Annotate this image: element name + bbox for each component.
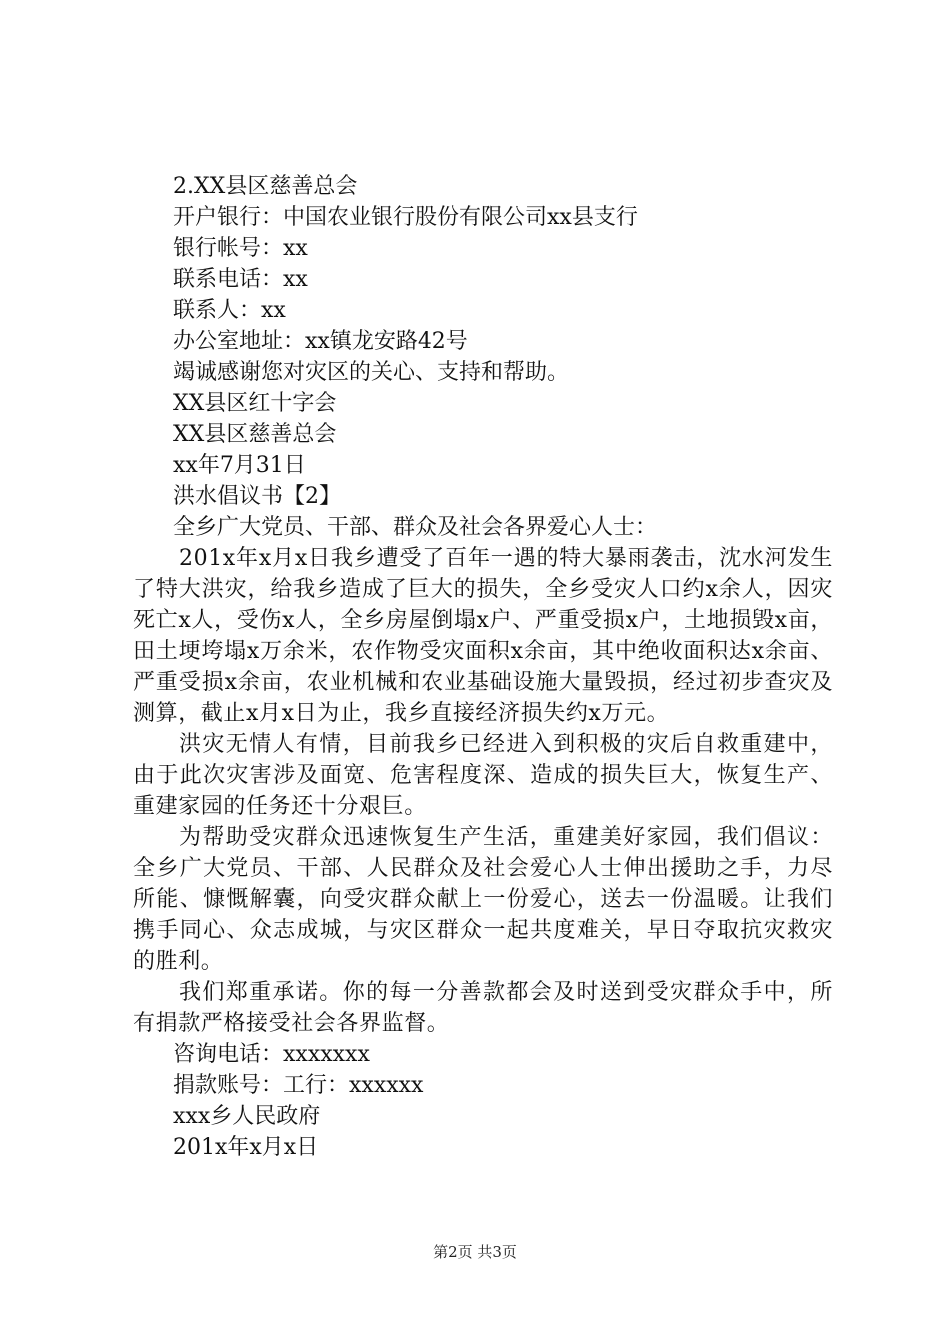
signature-red-cross: XX县区红十字会 xyxy=(173,391,337,416)
bank-name-line: 开户银行：中国农业银行股份有限公司xx县支行 xyxy=(173,205,638,230)
contact-person-line: 联系人：xx xyxy=(173,298,286,323)
bank-account-line: 银行帐号：xx xyxy=(173,236,308,261)
page-footer xyxy=(0,1242,950,1262)
paragraph-promise: 我们郑重承诺。你的每一分善款都会及时送到受灾群众手中，所有捐款严格接受社会各界监督。 xyxy=(133,980,833,1036)
salutation: 全乡广大党员、干部、群众及社会各界爱心人士： xyxy=(173,515,658,540)
document-body xyxy=(133,171,833,1163)
contact-phone-line: 联系电话：xx xyxy=(173,267,308,292)
issue-date-line: 201x年x月x日 xyxy=(173,1135,319,1160)
issuer-line: xxx乡人民政府 xyxy=(173,1104,321,1129)
thanks-line: 竭诚感谢您对灾区的关心、支持和帮助。 xyxy=(173,360,570,385)
inquiry-phone-line: 咨询电话：xxxxxxx xyxy=(173,1042,370,1067)
paragraph-appeal: 为帮助受灾群众迅速恢复生产生活，重建美好家园，我们倡议：全乡广大党员、干部、人民群众及社会爱心人士伸出援助之手，力尽所能、慷慨解囊，向受灾群众献上一份爱心，送去一份温暖。让我们携手同心、众志成城，与灾区群众一起共度难关，早日夺取抗灾救灾的胜利。 xyxy=(133,825,833,974)
paragraph-reconstruction: 洪灾无情人有情，目前我乡已经进入到积极的灾后自救重建中，由于此次灾害涉及面宽、危害程度深、造成的损失巨大，恢复生产、重建家园的任务还十分艰巨。 xyxy=(133,732,833,819)
section-title: 洪水倡议书【2】 xyxy=(173,484,341,509)
page-number-label: 第2页 共3页 xyxy=(433,1243,517,1261)
date-line: xx年7月31日 xyxy=(173,453,306,478)
paragraph-disaster-report: 201x年x月x日我乡遭受了百年一遇的特大暴雨袭击，沈水河发生了特大洪灾，给我乡造成了巨大的损失，全乡受灾人口约x余人，因灾死亡x人，受伤x人，全乡房屋倒塌x户、严重受损x户，土地损毁x亩，田土埂垮塌x万余米，农作物受灾面积x余亩，其中绝收面积达x余亩、严重受损x余亩，农业机械和农业基础设施大量毁损，经过初步查灾及测算，截止x月x日为止，我乡直接经济损失约x万元。 xyxy=(133,546,833,726)
office-address-line: 办公室地址：xx镇龙安路42号 xyxy=(173,329,468,354)
signature-charity: XX县区慈善总会 xyxy=(173,422,337,447)
donation-account-line: 捐款账号：工行：xxxxxx xyxy=(173,1073,424,1098)
charity-heading: 2.XX县区慈善总会 xyxy=(173,174,358,199)
